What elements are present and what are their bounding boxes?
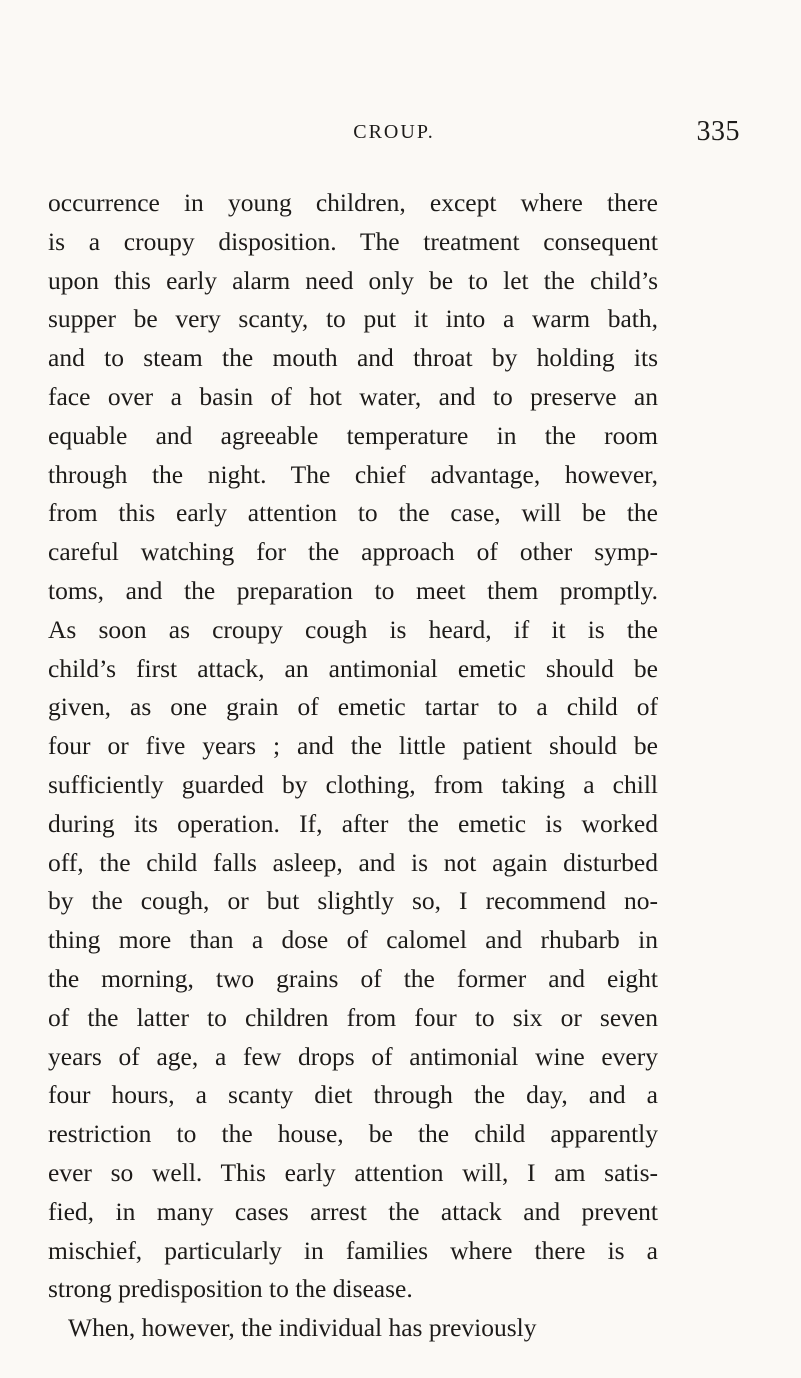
running-head — [48, 112, 740, 152]
text-line-19: by the cough, or but slightly so, I recommend no- — [48, 886, 658, 916]
text-line-11: toms, and the preparation to meet them promptly. — [48, 575, 658, 605]
text-line-28: mischief, particularly in families where there is a — [48, 1235, 658, 1265]
text-line-29: strong predisposition to the disease. — [48, 1274, 413, 1304]
text-line-8: through the night. The chief advantage, however, — [48, 459, 658, 489]
text-line-5: and to steam the mouth and throat by holding its — [48, 343, 658, 373]
text-line-30: When, however, the individual has previously — [68, 1313, 537, 1343]
text-line-2: is a croupy disposition. The treatment consequent — [48, 226, 658, 256]
text-line-15: four or five years ; and the little patient should be — [48, 731, 658, 761]
text-line-7: equable and agreeable temperature in the room — [48, 420, 658, 450]
text-line-14: given, as one grain of emetic tartar to a child of — [48, 692, 658, 722]
text-line-4: supper be very scanty, to put it into a warm bath, — [48, 304, 658, 334]
text-line-27: fied, in many cases arrest the attack and prevent — [48, 1196, 658, 1226]
text-line-1: occurrence in young children, except where there — [48, 188, 658, 217]
text-line-18: off, the child falls asleep, and is not again disturbed — [48, 847, 658, 877]
text-line-16: sufficiently guarded by clothing, from taking a chill — [48, 769, 658, 799]
text-line-13: child’s first attack, an antimonial emetic should be — [48, 653, 658, 683]
text-line-25: restriction to the house, be the child apparently — [48, 1119, 658, 1149]
text-line-20: thing more than a dose of calomel and rhubarb in — [48, 925, 658, 955]
text-line-23: years of age, a few drops of antimonial wine every — [48, 1041, 658, 1071]
text-line-24: four hours, a scanty diet through the day, and a — [48, 1080, 658, 1110]
text-line-9: from this early attention to the case, will be the — [48, 498, 658, 528]
text-line-12: As soon as croupy cough is heard, if it is the — [48, 614, 658, 644]
text-line-21: the morning, two grains of the former and eight — [48, 963, 658, 993]
body-text — [48, 184, 658, 1348]
text-line-6: face over a basin of hot water, and to preserve an — [48, 381, 658, 411]
text-line-26: ever so well. This early attention will, I am satis- — [48, 1157, 658, 1187]
text-line-22: of the latter to children from four to six or seven — [48, 1002, 658, 1032]
text-line-10: careful watching for the approach of other symp- — [48, 537, 658, 567]
text-line-3: upon this early alarm need only be to let the child’s — [48, 265, 658, 295]
chapter-heading: CROUP. — [353, 121, 435, 143]
text-line-17: during its operation. If, after the emetic is worked — [48, 808, 658, 838]
page-number: 335 — [696, 116, 740, 147]
